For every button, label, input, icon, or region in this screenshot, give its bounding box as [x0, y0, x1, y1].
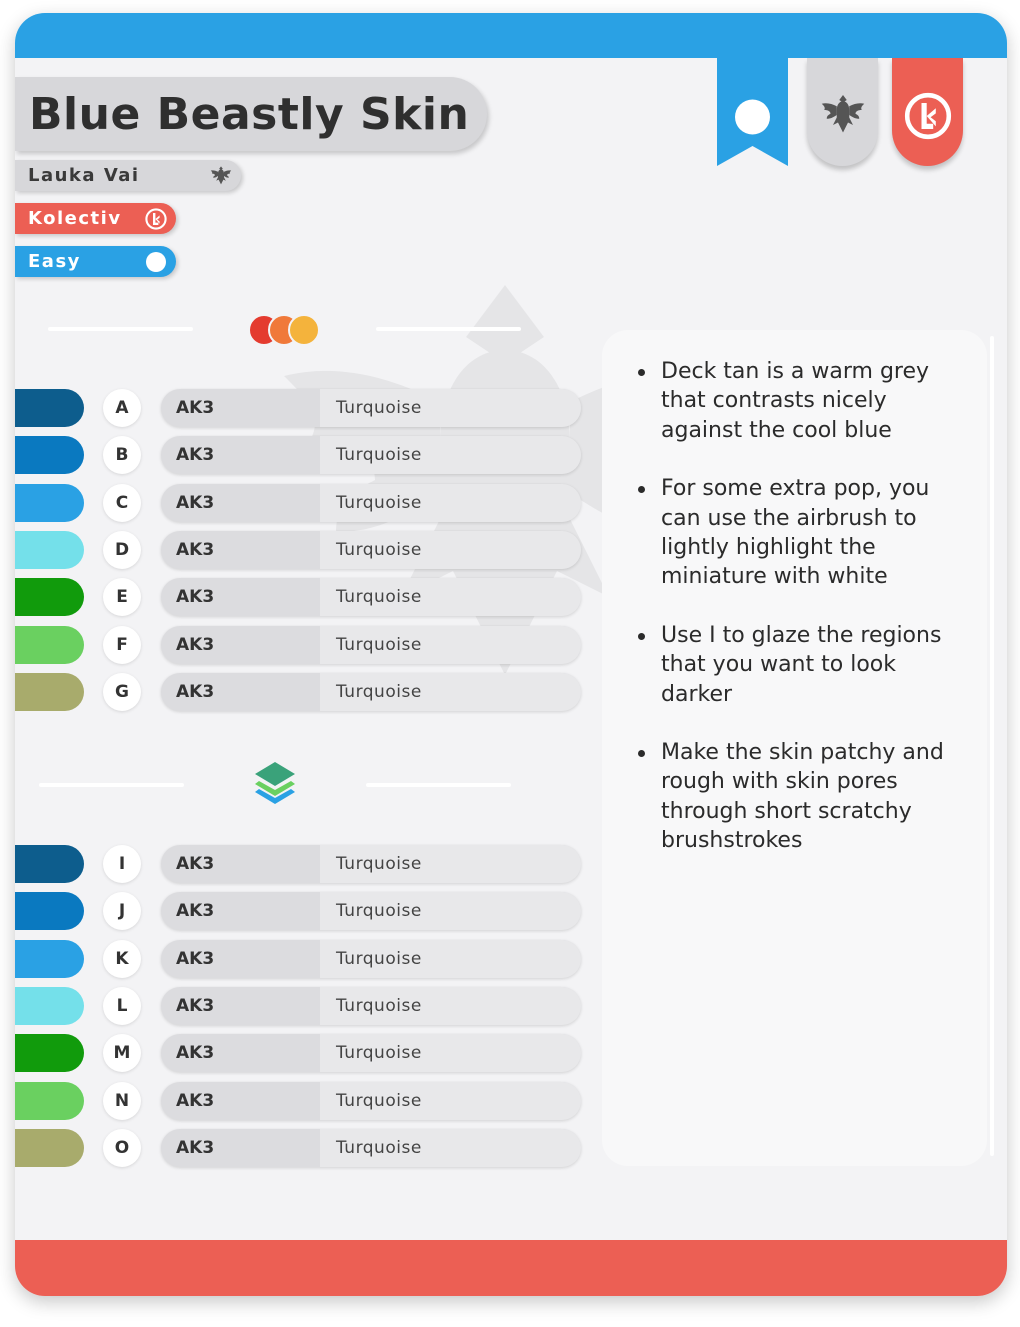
paint-brand: AK3 — [176, 1137, 215, 1158]
paint-pill — [161, 484, 581, 522]
paint-name: Turquoise — [336, 492, 422, 513]
note-item: Make the skin patchy and rough with skin pores through short scratchy brushstrokes — [638, 738, 973, 856]
paint-pill — [161, 531, 581, 569]
paint-row — [15, 844, 595, 884]
color-swatch — [15, 673, 84, 711]
eagle-emblem-icon — [209, 164, 233, 188]
layers-icon — [251, 760, 299, 810]
color-swatch — [15, 1129, 84, 1167]
paint-pill — [161, 940, 581, 978]
bottom-bar — [15, 1240, 1007, 1296]
paint-brand: AK3 — [176, 445, 215, 466]
section-divider — [39, 783, 184, 787]
color-swatch — [15, 892, 84, 930]
paint-letter: B — [103, 436, 141, 474]
paint-name: Turquoise — [336, 634, 422, 655]
section-divider — [366, 783, 511, 787]
title-banner — [15, 77, 487, 151]
paint-letter: L — [103, 987, 141, 1025]
paint-pill — [161, 1129, 581, 1167]
paint-letter: E — [103, 578, 141, 616]
paint-name: Turquoise — [336, 587, 422, 608]
top-bar — [15, 13, 1007, 58]
maker-tab — [807, 58, 878, 166]
paint-pill — [161, 845, 581, 883]
paint-pill — [161, 389, 581, 427]
paint-row — [15, 672, 595, 712]
difficulty-ribbon — [717, 58, 788, 166]
paint-row — [15, 577, 595, 617]
paint-row — [15, 530, 595, 570]
paint-pill — [161, 1034, 581, 1072]
color-swatch — [15, 940, 84, 978]
page-title: Blue Beastly Skin — [29, 89, 470, 140]
paint-brand: AK3 — [176, 995, 215, 1016]
paint-row — [15, 483, 595, 523]
eagle-emblem-icon — [818, 90, 868, 140]
section-divider — [376, 327, 521, 331]
easy-dot-icon — [735, 100, 770, 135]
paint-brand: AK3 — [176, 854, 215, 874]
paint-letter: A — [103, 389, 141, 427]
paint-brand: AK3 — [176, 1043, 215, 1064]
note-item: For some extra pop, you can use the airbrush to lightly highlight the miniature with white — [638, 474, 973, 592]
color-swatch — [15, 436, 84, 474]
paint-letter: C — [103, 484, 141, 522]
color-swatch — [15, 531, 84, 569]
paint-pill — [161, 1082, 581, 1120]
paint-pill — [161, 987, 581, 1025]
paint-brand: AK3 — [176, 948, 215, 969]
faction-label: Kolectiv — [28, 208, 122, 229]
paint-name: Turquoise — [336, 995, 422, 1016]
kolectiv-emblem-icon — [144, 207, 168, 231]
paint-letter: K — [103, 940, 141, 978]
color-swatch — [15, 987, 84, 1025]
color-swatch — [15, 845, 84, 883]
recipe-card — [15, 13, 1007, 1296]
faction-tag — [15, 203, 176, 234]
easy-dot-icon — [144, 250, 168, 274]
paint-row — [15, 986, 595, 1026]
paint-name: Turquoise — [336, 854, 422, 874]
paint-row — [15, 1128, 595, 1168]
paint-brand: AK3 — [176, 901, 215, 922]
paint-brand: AK3 — [176, 398, 215, 418]
paint-letter: I — [103, 845, 141, 883]
maker-tag — [15, 160, 241, 191]
color-swatch — [15, 389, 84, 427]
paint-name: Turquoise — [336, 1090, 422, 1111]
note-item: Use I to glaze the regions that you want to look darker — [638, 621, 973, 709]
paint-name: Turquoise — [336, 948, 422, 969]
note-item: Deck tan is a warm grey that contrasts nicely against the cool blue — [638, 357, 973, 445]
paint-pill — [161, 892, 581, 930]
difficulty-tag — [15, 246, 176, 277]
paint-row — [15, 891, 595, 931]
paint-name: Turquoise — [336, 1137, 422, 1158]
notes-panel — [602, 330, 987, 1166]
color-circles-icon — [246, 313, 326, 347]
notes-list — [638, 357, 973, 885]
color-swatch — [15, 626, 84, 664]
color-swatch — [15, 1034, 84, 1072]
paint-letter: D — [103, 531, 141, 569]
paint-letter: G — [103, 673, 141, 711]
color-swatch — [15, 484, 84, 522]
paint-brand: AK3 — [176, 681, 215, 702]
paint-name: Turquoise — [336, 901, 422, 922]
paint-name: Turquoise — [336, 1043, 422, 1064]
maker-label: Lauka Vai — [28, 165, 140, 186]
paint-pill — [161, 673, 581, 711]
paint-letter: J — [103, 892, 141, 930]
paint-brand: AK3 — [176, 539, 215, 560]
paint-pill — [161, 436, 581, 474]
paint-brand: AK3 — [176, 1090, 215, 1111]
color-swatch — [15, 1082, 84, 1120]
paint-letter: O — [103, 1129, 141, 1167]
paint-letter: F — [103, 626, 141, 664]
paint-row — [15, 388, 595, 428]
paint-name: Turquoise — [336, 539, 422, 560]
paint-brand: AK3 — [176, 634, 215, 655]
paint-row — [15, 1033, 595, 1073]
paint-row — [15, 1081, 595, 1121]
paint-name: Turquoise — [336, 445, 422, 466]
paint-letter: N — [103, 1082, 141, 1120]
paint-letter: M — [103, 1034, 141, 1072]
paint-row — [15, 939, 595, 979]
section-divider — [48, 327, 193, 331]
paint-pill — [161, 578, 581, 616]
paint-pill — [161, 626, 581, 664]
color-swatch — [15, 578, 84, 616]
notes-scrollbar[interactable] — [990, 336, 994, 1156]
difficulty-label: Easy — [28, 251, 81, 272]
paint-name: Turquoise — [336, 398, 422, 418]
paint-row — [15, 435, 595, 475]
paint-brand: AK3 — [176, 492, 215, 513]
paint-brand: AK3 — [176, 587, 215, 608]
faction-tab — [892, 58, 963, 166]
kolectiv-emblem-icon — [902, 90, 954, 142]
paint-name: Turquoise — [336, 681, 422, 702]
paint-row — [15, 625, 595, 665]
